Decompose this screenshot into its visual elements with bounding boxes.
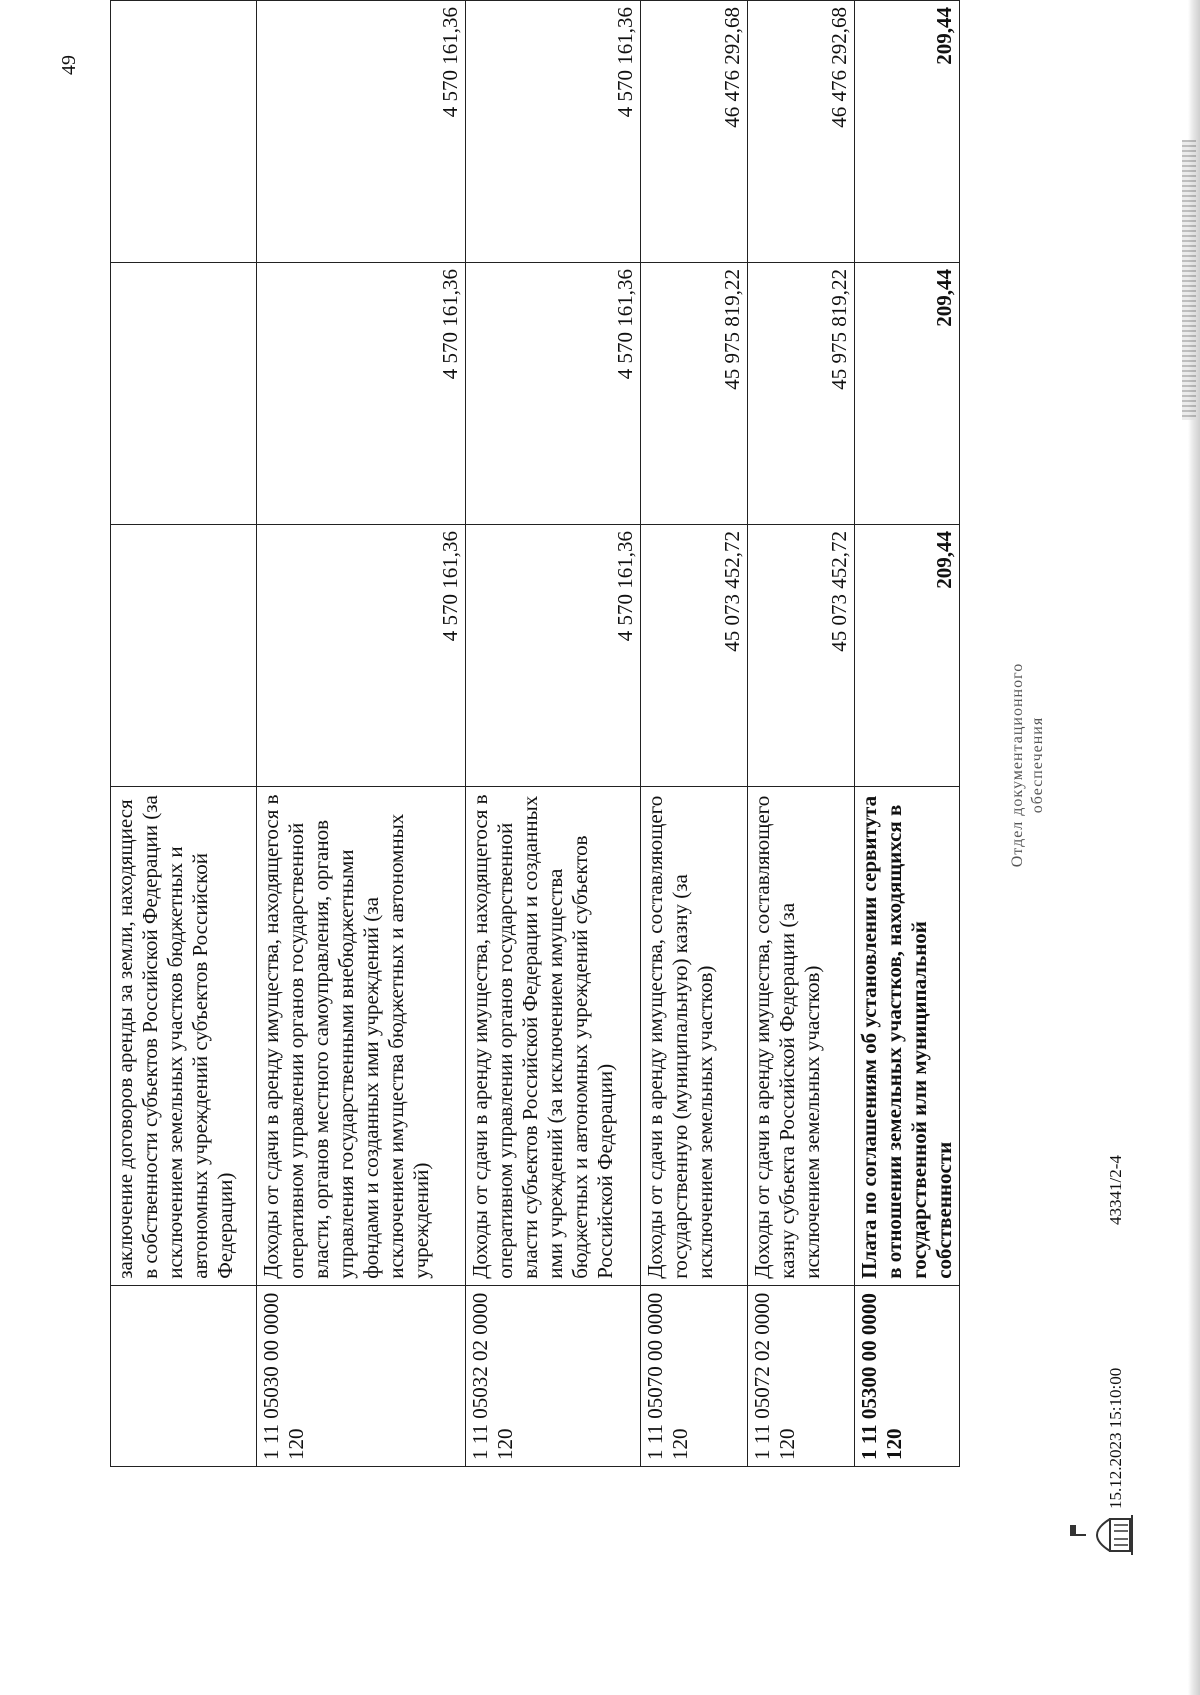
table-row — [111, 1, 257, 1467]
value-cell: 4 570 161,36 — [466, 1, 641, 263]
code-cell — [111, 1285, 257, 1466]
table-row — [466, 1, 641, 1467]
code-cell: 1 11 05070 00 0000 120 — [641, 1285, 748, 1466]
value-cell: 46 476 292,68 — [641, 1, 748, 263]
value-cell: 45 975 819,22 — [748, 263, 855, 525]
stamp-line: обеспечения — [1029, 716, 1046, 814]
value-cell: 209,44 — [855, 263, 960, 525]
name-cell: заключение договоров аренды за земли, находящиеся в собственности субъектов Российской Федерации (за исключением земельных участков бюджетных и автономных учреждений субъектов Российской Федерации) — [111, 786, 257, 1285]
value-cell: 209,44 — [855, 1, 960, 263]
value-cell: 4 570 161,36 — [257, 263, 466, 525]
table-row — [641, 1, 748, 1467]
value-cell — [111, 524, 257, 786]
table-row — [855, 1, 960, 1467]
footer-date: 15.12.2023 15:10:00 — [1106, 1367, 1125, 1509]
stamp-line: Отдел документационного — [1009, 662, 1026, 868]
footer-doc-id: 43341/2-4 — [1106, 1155, 1125, 1225]
page-number: 49 — [58, 55, 80, 75]
table-row — [748, 1, 855, 1467]
value-cell: 4 570 161,36 — [466, 524, 641, 786]
department-stamp — [1008, 545, 1048, 985]
value-cell — [111, 1, 257, 263]
name-cell: Плата по соглашениям об установлении сервитута в отношении земельных участков, находящихся в государственной или муниципальной собственности — [855, 786, 960, 1285]
value-cell: 4 570 161,36 — [257, 1, 466, 263]
value-cell: 209,44 — [855, 524, 960, 786]
value-cell: 45 073 452,72 — [748, 524, 855, 786]
value-cell: 4 570 161,36 — [466, 263, 641, 525]
code-cell: 1 11 05300 00 0000 120 — [855, 1285, 960, 1466]
code-cell: 1 11 05072 02 0000 120 — [748, 1285, 855, 1466]
name-cell: Доходы от сдачи в аренду имущества, составляющего казну субъекта Российской Федерации (за исключением земельных участков) — [748, 786, 855, 1285]
table-row — [257, 1, 466, 1467]
code-cell: 1 11 05032 02 0000 120 — [466, 1285, 641, 1466]
name-cell: Доходы от сдачи в аренду имущества, находящегося в оперативном управлении органов государственной власти субъектов Российской Федерации и созданных ими учреждений (за исключением имущества бюджетных и автономных учреждений субъектов Российской Федерации) — [466, 786, 641, 1285]
name-cell: Доходы от сдачи в аренду имущества, составляющего государственную (муниципальную) казну (за исключением земельных участков) — [641, 786, 748, 1285]
code-cell: 1 11 05030 00 0000 120 — [257, 1285, 466, 1466]
value-cell: 4 570 161,36 — [257, 524, 466, 786]
value-cell: 45 073 452,72 — [641, 524, 748, 786]
parliament-logo-icon — [1060, 1505, 1140, 1565]
value-cell: 46 476 292,68 — [748, 1, 855, 263]
revenue-table — [110, 0, 960, 1467]
value-cell — [111, 263, 257, 525]
value-cell: 45 975 819,22 — [641, 263, 748, 525]
name-cell: Доходы от сдачи в аренду имущества, находящегося в оперативном управлении органов государственной власти, органов местного самоуправления, органов управления государственными внебюджетными фондами и созданных ими учреждений (за исключением имущества бюджетных и автономных учреждений) — [257, 786, 466, 1285]
